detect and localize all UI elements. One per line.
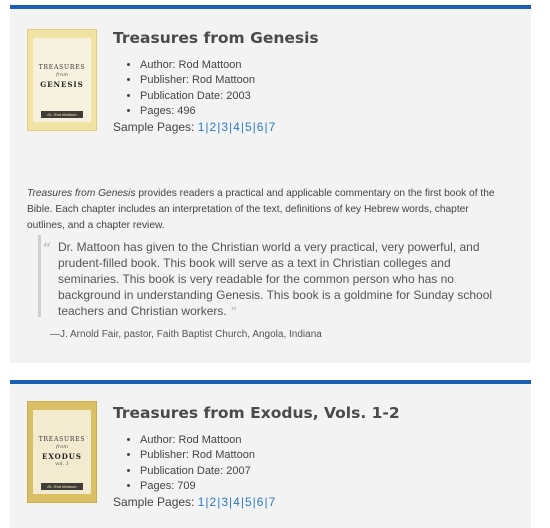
separator: | bbox=[205, 120, 209, 134]
separator: | bbox=[264, 120, 268, 134]
meta-publication-date: • Publication Date: 2007 bbox=[140, 464, 255, 479]
quote-close-icon: ” bbox=[230, 305, 238, 318]
sample-page-link-4[interactable]: 4 bbox=[233, 120, 240, 134]
separator: | bbox=[229, 495, 233, 509]
sample-page-link-1[interactable]: 1 bbox=[197, 120, 205, 134]
description-text: provides readers a practical and applicable commentary on the first book of the Bible. Each chapter includes an interpretation of the text, definitions of key Hebrew words, chapter outlines, and a chapter review. bbox=[27, 188, 495, 231]
cover-text-main: GENESIS bbox=[40, 80, 84, 89]
sample-page-link-6[interactable]: 6 bbox=[256, 495, 264, 509]
quote-text: Dr. Mattoon has given to the Christian world a very practical, very powerful, and prudent-filled book. This book will serve as a text in Christian colleges and seminaries. This book is very readable for the common person who has no background in understanding Genesis. This book is a goldmine for Sunday school teachers and Christian workers. bbox=[58, 240, 493, 318]
cover-text-mid: from bbox=[56, 72, 68, 78]
description-book-title: Treasures from Genesis bbox=[27, 188, 136, 199]
cover-inner bbox=[33, 38, 91, 122]
sample-pages-label: Sample Pages: bbox=[113, 495, 195, 509]
meta-author: • Author: Rod Mattoon bbox=[140, 58, 255, 73]
separator: | bbox=[217, 120, 221, 134]
meta-pages: • Pages: 709 bbox=[140, 479, 255, 494]
book-cover-image[interactable] bbox=[27, 401, 97, 503]
separator: | bbox=[252, 120, 256, 134]
quote-attribution: —J. Arnold Fair, pastor, Faith Baptist Church, Angola, Indiana bbox=[50, 329, 322, 340]
sample-page-link-3[interactable]: 3 bbox=[221, 120, 229, 134]
sample-pages bbox=[113, 495, 275, 509]
book-meta-list bbox=[128, 58, 255, 119]
separator: | bbox=[229, 120, 233, 134]
sample-page-link-3[interactable]: 3 bbox=[221, 495, 229, 509]
meta-author: • Author: Rod Mattoon bbox=[140, 433, 255, 448]
sample-pages-label: Sample Pages: bbox=[113, 120, 195, 134]
separator: | bbox=[252, 495, 256, 509]
meta-pages: • Pages: 496 bbox=[140, 104, 255, 119]
sample-page-link-5[interactable]: 5 bbox=[244, 120, 252, 134]
quote-body bbox=[58, 239, 498, 320]
book-card-exodus bbox=[10, 380, 531, 528]
book-title: Treasures from Exodus, Vols. 1-2 bbox=[113, 404, 400, 422]
cover-inner bbox=[33, 410, 91, 494]
sample-page-link-2[interactable]: 2 bbox=[209, 120, 217, 134]
cover-text-top: TREASURES bbox=[38, 436, 86, 443]
meta-publisher: • Publisher: Rod Mattoon bbox=[140, 448, 255, 463]
sample-page-link-4[interactable]: 4 bbox=[233, 495, 240, 509]
book-card-genesis bbox=[10, 5, 531, 363]
book-meta-list bbox=[128, 433, 255, 494]
meta-publisher: • Publisher: Rod Mattoon bbox=[140, 73, 255, 88]
book-title: Treasures from Genesis bbox=[113, 29, 319, 47]
separator: | bbox=[264, 495, 268, 509]
sample-pages bbox=[113, 120, 275, 134]
sample-page-link-5[interactable]: 5 bbox=[244, 495, 252, 509]
book-cover-image[interactable] bbox=[27, 29, 97, 131]
separator: | bbox=[217, 495, 221, 509]
quote-open-icon: “ bbox=[43, 241, 52, 257]
sample-page-link-7[interactable]: 7 bbox=[268, 120, 276, 134]
cover-author-band: Dr. Rod Mattoon bbox=[41, 483, 83, 490]
sample-page-link-1[interactable]: 1 bbox=[197, 495, 205, 509]
cover-text-top: TREASURES bbox=[38, 64, 86, 71]
review-quote bbox=[38, 235, 493, 317]
separator: | bbox=[205, 495, 209, 509]
meta-publication-date: • Publication Date: 2003 bbox=[140, 89, 255, 104]
sample-page-link-7[interactable]: 7 bbox=[268, 495, 276, 509]
cover-text-main: EXODUS bbox=[42, 452, 82, 461]
cover-text-mid: from bbox=[56, 444, 68, 450]
cover-author-band: Dr. Rod Mattoon bbox=[41, 111, 83, 118]
sample-page-link-2[interactable]: 2 bbox=[209, 495, 217, 509]
sample-page-link-6[interactable]: 6 bbox=[256, 120, 264, 134]
cover-text-volume: vol. 1 bbox=[55, 461, 69, 467]
separator: | bbox=[240, 120, 244, 134]
book-description bbox=[27, 186, 507, 234]
separator: | bbox=[240, 495, 244, 509]
